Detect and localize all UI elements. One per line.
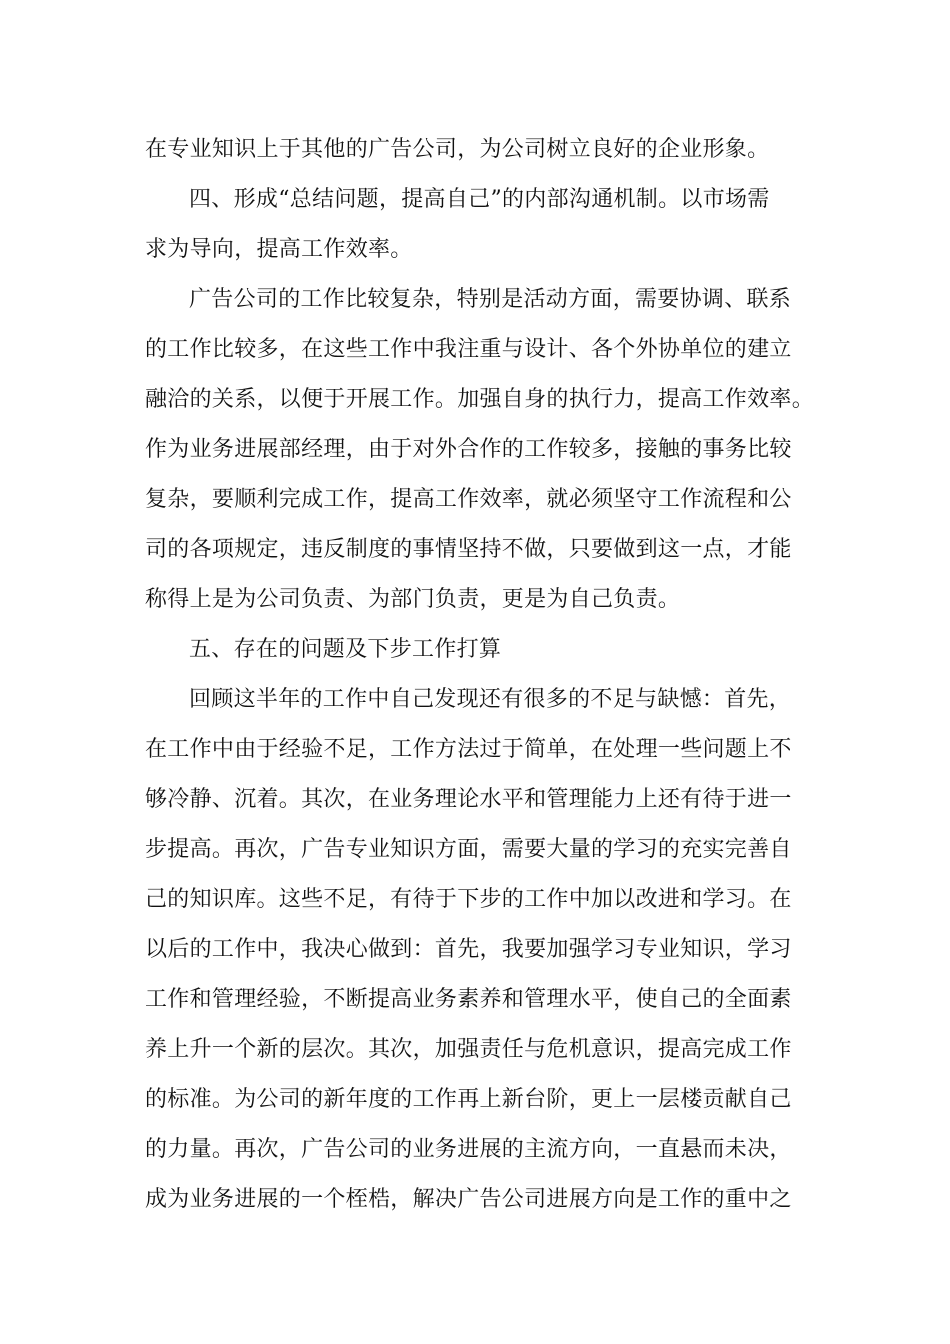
text-line: 以后的工作中，我决心做到：首先，我要加强学习专业知识，学习 bbox=[145, 937, 792, 962]
text-line: 融洽的关系，以便于开展工作。加强自身的执行力，提高工作效率。 bbox=[145, 387, 815, 412]
text-line: 在专业知识上于其他的广告公司，为公司树立良好的企业形象。 bbox=[145, 137, 770, 162]
text-line: 的力量。再次，广告公司的业务进展的主流方向，一直悬而未决， bbox=[145, 1137, 792, 1162]
text-line: 复杂，要顺利完成工作，提高工作效率，就必须坚守工作流程和公 bbox=[145, 487, 792, 512]
text-line: 称得上是为公司负责、为部门负责，更是为自己负责。 bbox=[145, 587, 681, 612]
text-line: 的工作比较多，在这些工作中我注重与设计、各个外协单位的建立 bbox=[145, 337, 792, 362]
text-line: 司的各项规定，违反制度的事情坚持不做，只要做到这一点，才能 bbox=[145, 537, 792, 562]
text-line: 养上升一个新的层次。其次，加强责任与危机意识，提高完成工作 bbox=[145, 1037, 792, 1062]
text-line: 四、形成“总结问题，提高自己”的内部沟通机制。以市场需 bbox=[189, 187, 770, 212]
text-line: 回顾这半年的工作中自己发现还有很多的不足与缺憾：首先， bbox=[189, 687, 792, 712]
text-line: 的标准。为公司的新年度的工作再上新台阶，更上一层楼贡献自己 bbox=[145, 1087, 792, 1112]
text-line: 工作和管理经验，不断提高业务素养和管理水平，使自己的全面素 bbox=[145, 987, 792, 1012]
text-line: 成为业务进展的一个桎梏，解决广告公司进展方向是工作的重中之 bbox=[145, 1187, 792, 1212]
text-line: 己的知识库。这些不足，有待于下步的工作中加以改进和学习。在 bbox=[145, 887, 792, 912]
text-line: 在工作中由于经验不足，工作方法过于简单，在处理一些问题上不 bbox=[145, 737, 792, 762]
text-line: 求为导向，提高工作效率。 bbox=[145, 237, 413, 262]
text-line: 广告公司的工作比较复杂，特别是活动方面，需要协调、联系 bbox=[189, 287, 792, 312]
section-heading: 五、存在的问题及下步工作打算 bbox=[189, 637, 502, 662]
text-line: 作为业务进展部经理，由于对外合作的工作较多，接触的事务比较 bbox=[145, 437, 792, 462]
text-line: 够冷静、沉着。其次，在业务理论水平和管理能力上还有待于进一 bbox=[145, 787, 792, 812]
text-line: 步提高。再次，广告专业知识方面，需要大量的学习的充实完善自 bbox=[145, 837, 792, 862]
